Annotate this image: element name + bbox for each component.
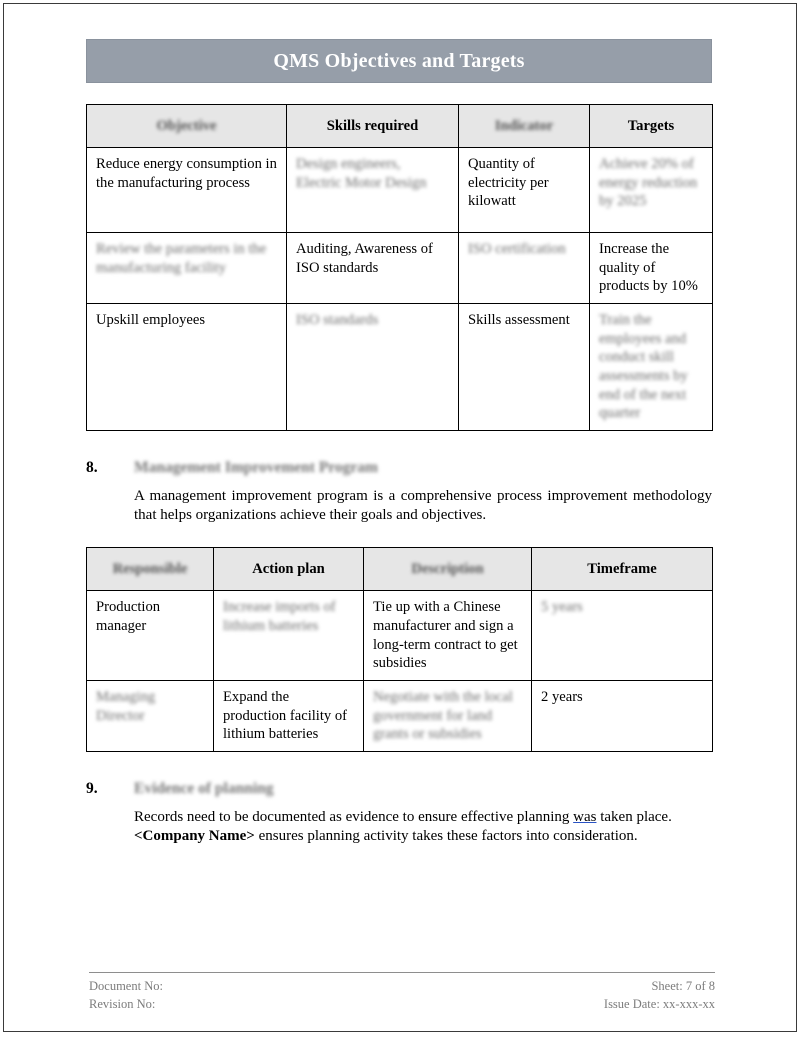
cell-text: Quantity of electricity per kilowatt bbox=[468, 156, 549, 210]
table-row bbox=[87, 591, 713, 681]
page-title: QMS Objectives and Targets bbox=[273, 49, 525, 72]
cell-responsible bbox=[87, 591, 214, 681]
cell-indicator bbox=[459, 233, 590, 304]
column-header-responsible bbox=[87, 548, 214, 591]
cell-targets bbox=[590, 148, 713, 233]
cell-action-plan bbox=[214, 591, 364, 681]
cell-text: Achieve 20% of energy reduction by 2025 bbox=[599, 156, 698, 210]
cell-description bbox=[364, 681, 532, 752]
company-name-placeholder: <Company Name> bbox=[134, 828, 255, 845]
section-title: Management Improvement Program bbox=[134, 459, 378, 477]
cell-objective bbox=[87, 304, 287, 431]
section-number: 8. bbox=[86, 459, 98, 477]
column-header-skills-required-label: Skills required bbox=[326, 117, 419, 134]
column-header-timeframe bbox=[532, 548, 713, 591]
section-heading bbox=[86, 780, 712, 798]
cell-text: 5 years bbox=[541, 599, 583, 616]
cell-text: Auditing, Awareness of ISO standards bbox=[296, 241, 433, 276]
paragraph-text-part1: Records need to be documented as evidence to ensure effective planning bbox=[134, 809, 574, 826]
footer-row-1 bbox=[89, 978, 715, 996]
table-row bbox=[87, 148, 713, 233]
cell-text: Train the employees and conduct skill assessments by end of the next quarter bbox=[599, 312, 688, 422]
cell-text: Expand the production facility of lithium batteries bbox=[223, 689, 348, 743]
cell-text: Managing Director bbox=[96, 689, 156, 724]
footer-row-2 bbox=[89, 996, 715, 1014]
cell-indicator bbox=[459, 148, 590, 233]
section-heading bbox=[86, 459, 712, 477]
cell-skills-required bbox=[287, 148, 459, 233]
table-row bbox=[87, 681, 713, 752]
cell-objective bbox=[87, 148, 287, 233]
column-header-skills-required bbox=[287, 105, 459, 148]
table-row bbox=[87, 233, 713, 304]
cell-text: Production manager bbox=[96, 599, 161, 635]
paragraph-text-part2: taken place. bbox=[596, 809, 672, 826]
column-header-objective bbox=[87, 105, 287, 148]
cell-text: Tie up with a Chinese manufacturer and sign a long-term contract to get subsidies bbox=[373, 599, 518, 672]
cell-timeframe bbox=[532, 681, 713, 752]
table-row bbox=[87, 304, 713, 431]
section-paragraph: A management improvement program is a comprehensive process improvement methodology that helps organizations achieve their goals and objectives. bbox=[134, 488, 712, 524]
cell-text: 2 years bbox=[541, 689, 583, 706]
cell-objective bbox=[87, 233, 287, 304]
cell-targets bbox=[590, 233, 713, 304]
footer-revision-no: Revision No: bbox=[89, 996, 156, 1011]
column-header-description bbox=[364, 548, 532, 591]
cell-text: ISO standards bbox=[296, 312, 379, 329]
footer-sheet-number: Sheet: 7 of 8 bbox=[651, 979, 715, 993]
document-page bbox=[3, 3, 797, 1032]
column-header-action-plan bbox=[214, 548, 364, 591]
cell-targets bbox=[590, 304, 713, 431]
column-header-indicator-label: Indicator bbox=[494, 117, 554, 134]
document-title-banner bbox=[86, 39, 712, 83]
cell-action-plan bbox=[214, 681, 364, 752]
cell-skills-required bbox=[287, 304, 459, 431]
cell-description bbox=[364, 591, 532, 681]
page-content bbox=[86, 39, 712, 847]
table-header-row bbox=[87, 548, 713, 591]
page-footer bbox=[89, 972, 715, 1014]
column-header-targets-label: Targets bbox=[627, 117, 675, 134]
cell-text: Upskill employees bbox=[96, 312, 206, 329]
footer-document-no: Document No: bbox=[89, 979, 163, 993]
cell-indicator bbox=[459, 304, 590, 431]
paragraph-text-part3: ensures planning activity takes these factors into consideration. bbox=[254, 828, 638, 845]
section-evidence-of-planning bbox=[86, 780, 712, 846]
cell-text: Review the parameters in the manufacturing facility bbox=[96, 241, 267, 276]
section-paragraph bbox=[134, 808, 712, 846]
section-management-improvement-program bbox=[86, 459, 712, 525]
column-header-description-label: Description bbox=[411, 561, 484, 578]
action-plan-table bbox=[86, 547, 713, 752]
cell-text: Reduce energy consumption in the manufacturing process bbox=[96, 156, 277, 191]
cell-text: Increase the quality of products by 10% bbox=[599, 241, 698, 295]
cell-text: ISO certification bbox=[468, 241, 566, 257]
footer-issue-date: Issue Date: xx-xxx-xx bbox=[603, 996, 715, 1011]
cell-text: Negotiate with the local government for land grants or subsidies bbox=[373, 689, 513, 743]
column-header-indicator bbox=[459, 105, 590, 148]
cell-text: Increase imports of lithium batteries bbox=[223, 599, 336, 635]
objectives-table bbox=[86, 104, 713, 431]
table-header-row bbox=[87, 105, 713, 148]
cell-timeframe bbox=[532, 591, 713, 681]
column-header-objective-label: Objective bbox=[156, 117, 217, 134]
column-header-timeframe-label: Timeframe bbox=[587, 561, 657, 578]
column-header-action-plan-label: Action plan bbox=[252, 561, 325, 578]
column-header-targets bbox=[590, 105, 713, 148]
cell-skills-required bbox=[287, 233, 459, 304]
section-number: 9. bbox=[86, 780, 98, 798]
cell-text: Skills assessment bbox=[468, 312, 570, 329]
underlined-word: was bbox=[573, 809, 597, 826]
section-title: Evidence of planning bbox=[134, 780, 274, 798]
column-header-responsible-label: Responsible bbox=[112, 561, 188, 578]
cell-responsible bbox=[87, 681, 214, 752]
cell-text: Design engineers, Electric Motor Design bbox=[296, 156, 427, 191]
